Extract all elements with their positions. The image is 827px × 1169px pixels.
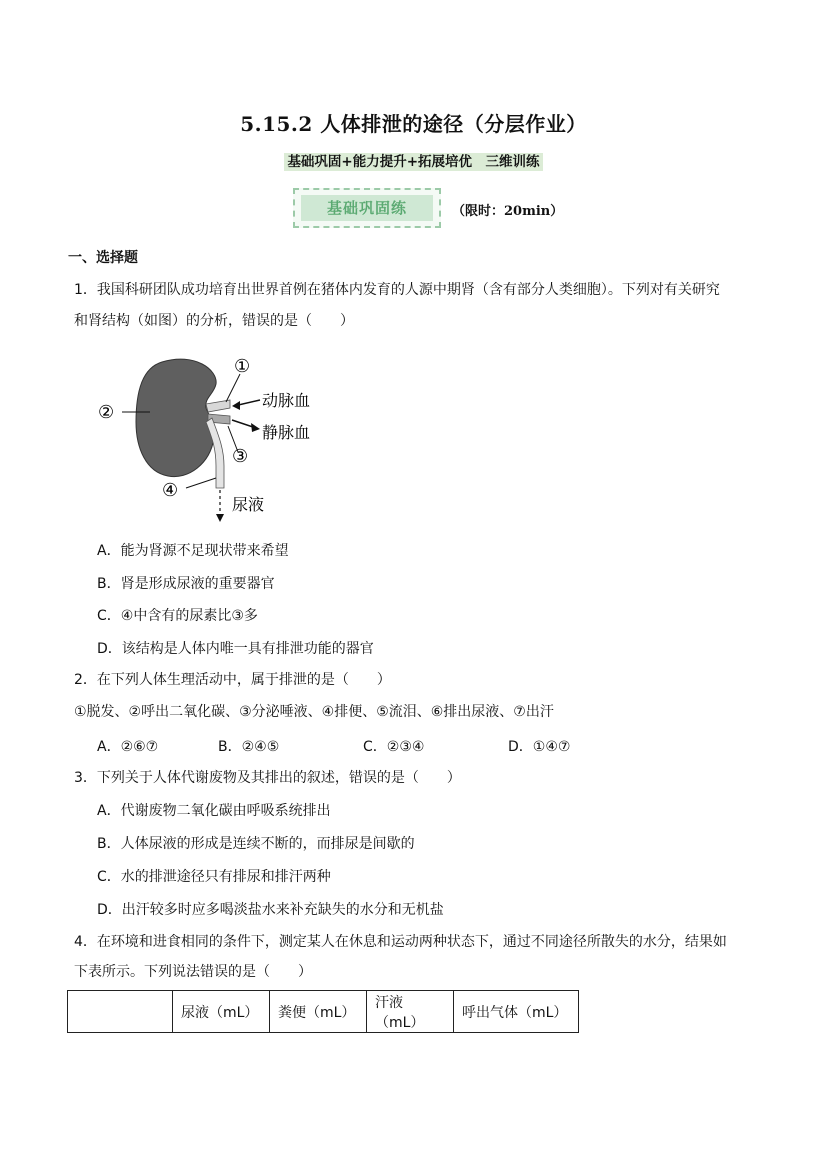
q2-stem: 2．在下列人体生理活动中，属于排泄的是（ ） xyxy=(74,672,391,688)
label-urine: 尿液 xyxy=(232,495,265,514)
q2-items: ①脱发、②呼出二氧化碳、③分泌唾液、④排便、⑤流泪、⑥排出尿液、⑦出汗 xyxy=(74,704,554,720)
section-badge xyxy=(293,188,441,228)
section-heading: 一、选择题 xyxy=(68,250,138,266)
q3-option-a: A．代谢废物二氧化碳由呼吸系统排出 xyxy=(97,803,331,819)
q2-option-d: D．①④⑦ xyxy=(508,739,571,755)
subtitle-text: 基础巩固+能力提升+拓展培优 三维训练 xyxy=(284,153,542,171)
q1-option-a: A．能为肾源不足现状带来希望 xyxy=(97,543,289,559)
label-vein: 静脉血 xyxy=(262,423,311,442)
time-limit: （限时：20min） xyxy=(452,204,564,219)
q2-option-a: A．②⑥⑦ xyxy=(97,739,159,755)
label-2: ② xyxy=(98,402,115,423)
water-loss-table xyxy=(67,990,579,1033)
q2-option-c: C．②③④ xyxy=(363,739,425,755)
table-header-cell: 汗液（mL） xyxy=(367,991,454,1033)
table-header-row xyxy=(68,991,579,1033)
table-header-cell: 尿液（mL） xyxy=(173,991,270,1033)
q1-option-b: B．肾是形成尿液的重要器官 xyxy=(97,576,275,592)
page-subtitle xyxy=(0,150,827,170)
table-header-cell: 粪便（mL） xyxy=(270,991,367,1033)
label-1: ① xyxy=(234,356,251,377)
label-3: ③ xyxy=(232,446,249,467)
q2-option-b: B．②④⑤ xyxy=(218,739,280,755)
table-header-cell: 呼出气体（mL） xyxy=(454,991,579,1033)
kidney-shape xyxy=(136,359,216,477)
page-title: 5.15.2 人体排泄的途径（分层作业） xyxy=(240,112,587,136)
badge-label: 基础巩固练 xyxy=(301,195,433,221)
q3-option-d: D．出汗较多时应多喝淡盐水来补充缺失的水分和无机盐 xyxy=(97,902,444,918)
q1-option-d: D．该结构是人体内唯一具有排泄功能的器官 xyxy=(97,641,374,657)
q1-option-c: C．④中含有的尿素比③多 xyxy=(97,608,258,624)
q1-stem-line2: 和肾结构（如图）的分析，错误的是（ ） xyxy=(74,313,354,329)
q1-stem-line1: 1．我国科研团队成功培育出世界首例在猪体内发育的人源中期肾（含有部分人类细胞）。下列对有关研究 xyxy=(74,282,720,298)
q4-stem-line1: 4．在环境和进食相同的条件下，测定某人在休息和运动两种状态下，通过不同途径所散失的水分，结果如 xyxy=(74,934,727,950)
label-artery: 动脉血 xyxy=(262,391,311,410)
q3-option-c: C．水的排泄途径只有排尿和排汗两种 xyxy=(97,869,331,885)
q3-stem: 3．下列关于人体代谢废物及其排出的叙述，错误的是（ ） xyxy=(74,770,461,786)
kidney-figure xyxy=(90,348,340,528)
label-4: ④ xyxy=(162,480,179,501)
q4-stem-line2: 下表所示。下列说法错误的是（ ） xyxy=(74,964,312,980)
table-header-cell xyxy=(68,991,173,1033)
q3-option-b: B．人体尿液的形成是连续不断的，而排尿是间歇的 xyxy=(97,836,415,852)
